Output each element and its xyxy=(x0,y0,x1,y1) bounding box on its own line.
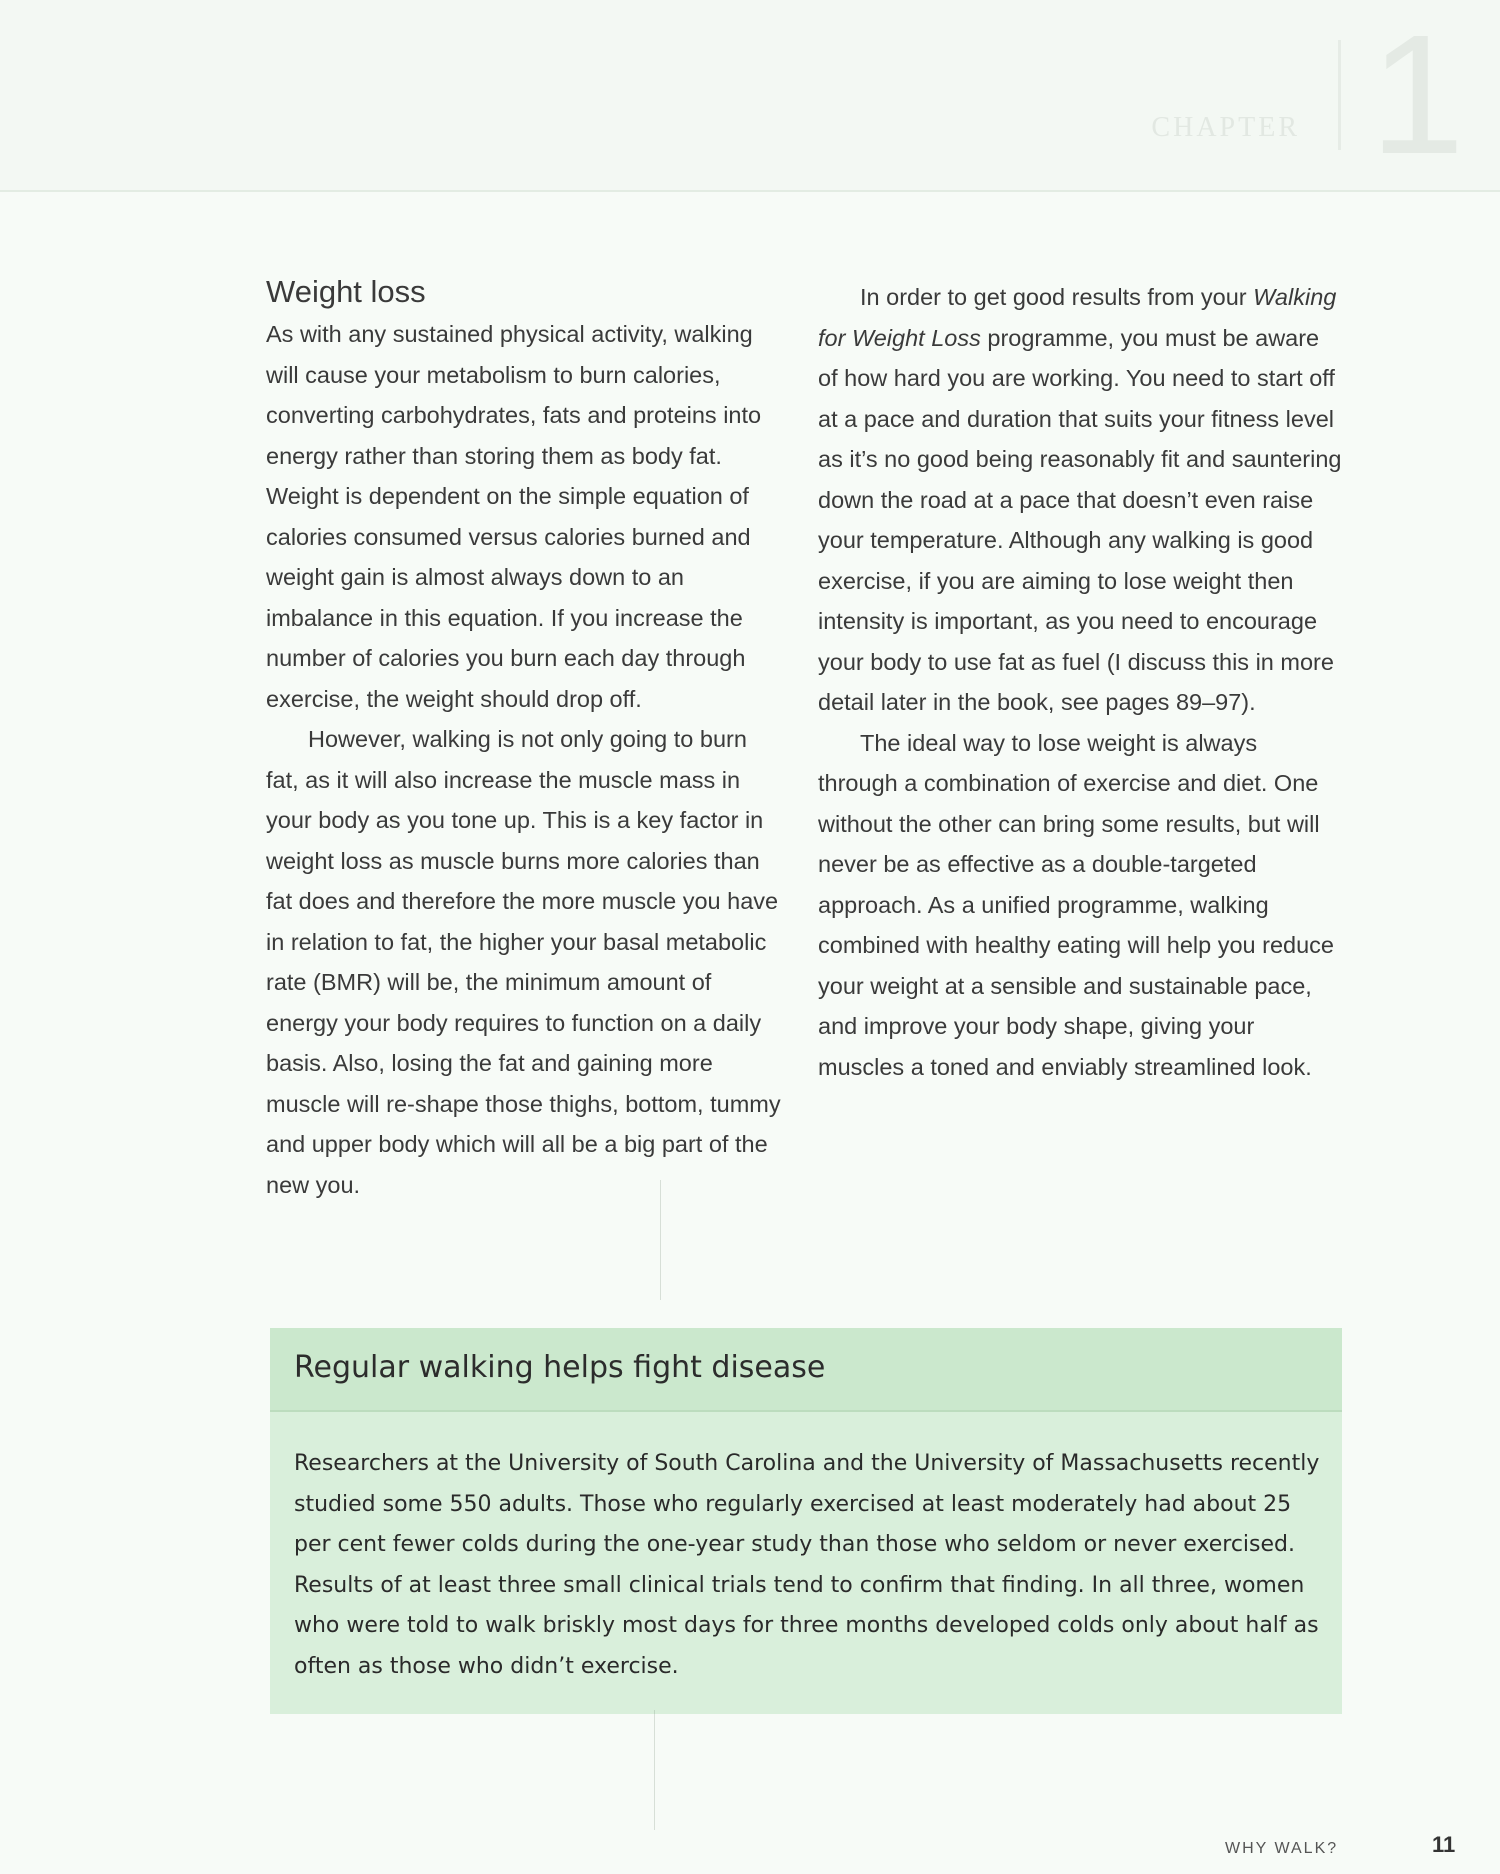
page-number: 11 xyxy=(1432,1832,1456,1857)
right-column xyxy=(818,277,1343,1087)
feature-body: Researchers at the University of South Carolina and the University of Massachusetts recently studied some 550 adults. Those who regularly exercised at least moderately had about 25 per cent fewer colds during the one-year study than those who seldom or never exercised. Results of at least three small clinical trials tend to confirm that finding. In all three, women who were told to walk briskly most days for three months developed colds only about half as often as those who didn’t exercise. xyxy=(294,1451,1320,1679)
chapter-number: 1 xyxy=(1370,0,1465,190)
section-heading-weight-loss: Weight loss xyxy=(266,274,426,309)
paragraph: However, walking is not only going to burn fat, as it will also increase the muscle mass in your body as you tone up. This is a key factor in weight loss as muscle burns more calories than fat does and therefore the more muscle you have in relation to fat, the higher your basal metabolic rate (BMR) will be, the minimum amount of energy your body requires to function on a daily basis. Also, losing the fat and gaining more muscle will re-shape those thighs, bottom, tummy and upper body which will all be a big part of the new you. xyxy=(266,726,781,1198)
paragraph-text: programme, you must be aware of how hard you are working. You need to start off at a pace and duration that suits your fitness level as it’s no good being reasonably fit and sauntering down the road at a pace that doesn’t even raise your temperature. Although any walking is good exercise, if you are aiming to lose weight then intensity is important, as you need to encourage your body to use fat as fuel (I discuss this in more detail later in the book, see pages 89–97). xyxy=(818,324,1342,715)
feature-title: Regular walking helps fight disease xyxy=(294,1350,826,1385)
chapter-divider xyxy=(1338,40,1341,150)
paragraph-text: In order to get good results from your xyxy=(860,284,1254,310)
chapter-label: CHAPTER xyxy=(1151,112,1300,143)
running-footer-title: WHY WALK? xyxy=(1225,1840,1339,1857)
chapter-header-band xyxy=(0,0,1500,192)
feature-box xyxy=(270,1328,1342,1714)
scan-crease xyxy=(660,1180,661,1300)
book-title-italic: Walking for Weight Loss xyxy=(818,284,1337,351)
paragraph xyxy=(818,277,1343,723)
paragraph: The ideal way to lose weight is always through a combination of exercise and diet. One without the other can bring some results, but will never be as effective as a double-targeted approach. As a unified programme, walking combined with healthy eating will help you reduce your weight at a sensible and sustainable pace, and improve your body shape, giving your muscles a toned and enviably streamlined look. xyxy=(818,729,1335,1080)
scan-crease xyxy=(654,1710,655,1830)
paragraph: As with any sustained physical activity, walking will cause your metabolism to burn calories, converting carbohydrates, fats and proteins into energy rather than storing them as body fat. Weight is dependent on the simple equation of calories consumed versus calories burned and weight gain is almost always down to an imbalance in this equation. If you increase the number of calories you burn each day through exercise, the weight should drop off. xyxy=(266,321,762,712)
left-column xyxy=(266,270,786,1205)
